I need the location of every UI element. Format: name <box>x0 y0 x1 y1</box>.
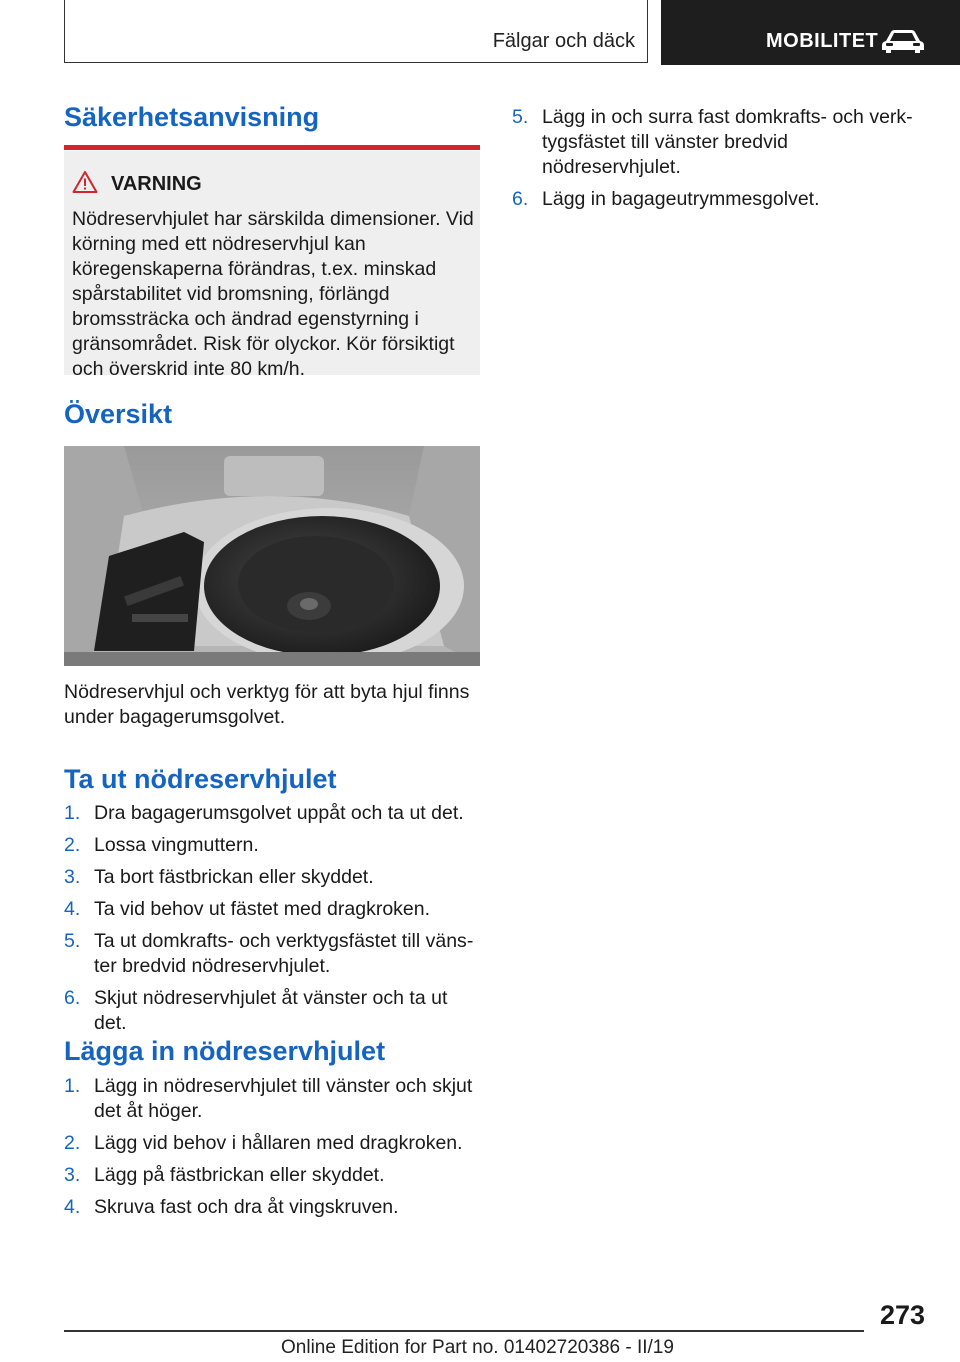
list-item <box>64 1163 484 1188</box>
safety-rule <box>64 145 480 150</box>
list-item <box>64 1195 484 1220</box>
list-item <box>64 1074 484 1124</box>
step-number: 2. <box>64 1132 81 1154</box>
step-number: 1. <box>64 802 81 824</box>
step-text: Lossa vingmuttern. <box>94 834 259 856</box>
step-text: Skruva fast och dra åt vingskruven. <box>94 1196 399 1218</box>
list-item <box>512 105 932 180</box>
step-text: Ta ut domkrafts- och verktygsfästet till vänster bredvid nödreservhjulet. <box>94 930 474 977</box>
insert-heading: Lägga in nödreservhjulet <box>64 1036 386 1066</box>
step-text: Lägg vid behov i hållaren med dragkroken. <box>94 1132 463 1154</box>
warning-icon <box>72 170 98 194</box>
safety-heading: Säkerhetsanvisning <box>64 102 320 132</box>
list-item <box>64 1131 484 1156</box>
step-text: Lägg på fästbrickan eller skyddet. <box>94 1164 385 1186</box>
page-number: 273 <box>880 1300 926 1330</box>
step-text: Ta vid behov ut fästet med dragkroken. <box>94 898 431 920</box>
warning-text: Nödreservhjulet har särskilda dimensioner. Vid körning med ett nödreservhjul kan köregenskaperna förändras, t.ex. minskad spårstabilitet vid bromsning, förlängd bromssträcka och ändrad egenstyrning i gränsområdet. Risk för olyckor. Kör försiktigt och överskrid inte 80 km/h. <box>72 208 474 380</box>
remove-heading: Ta ut nödreservhjulet <box>64 764 337 794</box>
spare-wheel-photo <box>64 446 480 666</box>
footer-rule <box>64 1330 864 1332</box>
list-item <box>64 801 484 826</box>
list-item <box>512 187 932 212</box>
overview-heading: Översikt <box>64 399 173 429</box>
list-item <box>64 986 484 1036</box>
warning-title: VARNING <box>111 173 202 195</box>
step-number: 5. <box>64 930 81 952</box>
step-number: 4. <box>64 898 81 920</box>
step-number: 4. <box>64 1196 81 1218</box>
step-text: Ta bort fästbrickan eller skyddet. <box>94 866 374 888</box>
step-number: 6. <box>512 188 529 210</box>
step-number: 6. <box>64 987 81 1009</box>
step-number: 3. <box>64 866 81 888</box>
car-icon <box>880 27 926 55</box>
step-number: 1. <box>64 1075 81 1097</box>
header-section-title: Fälgar och däck <box>492 30 635 52</box>
list-item <box>64 929 484 979</box>
step-number: 2. <box>64 834 81 856</box>
step-text: Lägg in bagageutrymmesgolvet. <box>542 188 820 210</box>
step-text: Lägg in nödreservhjulet till vänster och skjut det åt höger. <box>94 1075 473 1122</box>
step-number: 5. <box>512 106 529 128</box>
footer-edition: Online Edition for Part no. 01402720386 - II/19 <box>281 1337 674 1358</box>
step-text: Skjut nödreservhjulet åt vänster och ta ut det. <box>94 987 448 1034</box>
list-item <box>64 897 484 922</box>
step-number: 3. <box>64 1164 81 1186</box>
header-chapter-title: MOBILITET <box>766 30 879 52</box>
list-item <box>64 833 484 858</box>
insert-steps-list-continued <box>512 105 932 219</box>
step-text: Lägg in och surra fast domkrafts- och verktygsfästet till vänster bredvid nödreservhjulet. <box>542 106 913 178</box>
list-item <box>64 865 484 890</box>
remove-steps-list <box>64 801 484 1043</box>
step-text: Dra bagagerumsgolvet uppåt och ta ut det. <box>94 802 464 824</box>
insert-steps-list <box>64 1074 484 1227</box>
overview-caption: Nödreservhjul och verktyg för att byta hjul finns under bagagerumsgolvet. <box>64 681 470 728</box>
